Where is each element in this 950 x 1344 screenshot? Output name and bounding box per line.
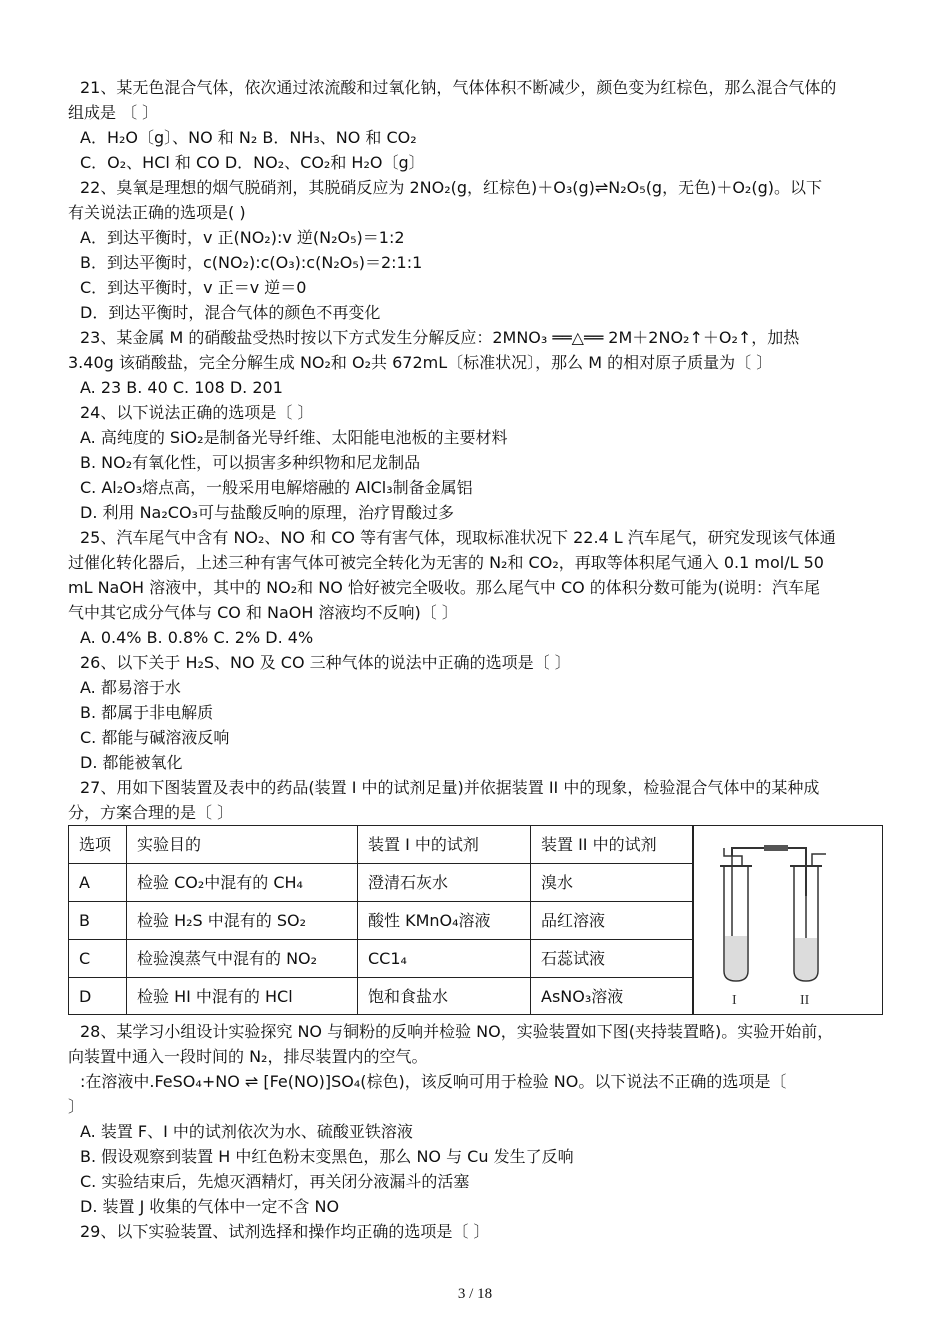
q23-stem-line2: 3.40g 该硝酸盐，完全分解生成 NO₂和 O₂共 672mL〔标准状况〕，那么 M 的相对原子质量为〔 〕 [68, 353, 773, 372]
apparatus-figure [693, 826, 883, 1014]
q22-stem-line2: 有关说法正确的选项是( ) [68, 203, 246, 222]
table-row [69, 940, 693, 978]
table-cell: 酸性 KMnO₄溶液 [358, 902, 531, 939]
q28-option-a: A. 装置 F、I 中的试剂依次为水、硫酸亚铁溶液 [80, 1122, 413, 1141]
table-cell: 石蕊试液 [531, 940, 693, 977]
q22-option-b: B．到达平衡时，c(NO₂):c(O₃):c(N₂O₅)＝2:1:1 [80, 253, 423, 272]
table-row [69, 978, 693, 1016]
table-cell: 检验 H₂S 中混有的 SO₂ [127, 902, 358, 939]
q28-option-c: C. 实验结束后，先熄灭酒精灯，再关闭分液漏斗的活塞 [80, 1172, 470, 1191]
q26-option-d: D. 都能被氧化 [80, 753, 183, 772]
q23-stem-line1: 23、某金属 M 的硝酸盐受热时按以下方式发生分解反应：2MNO₃ ══△══ 2M＋2NO₂↑＋O₂↑，加热 [80, 328, 800, 347]
q28-stem-line2: 向装置中通入一段时间的 N₂，排尽装置内的空气。 [68, 1047, 428, 1066]
q24-option-c: C. Al₂O₃熔点高，一般采用电解熔融的 AlCl₃制备金属铝 [80, 478, 473, 497]
table-cell: CC1₄ [358, 940, 531, 977]
q24-option-b: B. NO₂有氧化性，可以损害多种织物和尼龙制品 [80, 453, 421, 472]
q29-stem: 29、以下实验装置、试剂选择和操作均正确的选项是〔 〕 [80, 1222, 490, 1241]
q28-option-d: D. 装置 J 收集的气体中一定不含 NO [80, 1197, 340, 1216]
table-cell: 澄清石灰水 [358, 864, 531, 901]
q27-stem-line1: 27、用如下图装置及表中的药品(装置 I 中的试剂足量)并依据装置 II 中的现象，检验混合气体中的某种成 [80, 778, 820, 797]
table-cell: C [69, 940, 127, 977]
q21-options-ab: A．H₂O〔g〕、NO 和 N₂ B．NH₃、NO 和 CO₂ [80, 128, 417, 147]
q24-option-a: A. 高纯度的 SiO₂是制备光导纤维、太阳能电池板的主要材料 [80, 428, 508, 447]
table-cell: 检验 CO₂中混有的 CH₄ [127, 864, 358, 901]
q22-stem-line1: 22、臭氧是理想的烟气脱硝剂，其脱硝反应为 2NO₂(g，红棕色)＋O₃(g)⇌N₂O₅(g，无色)＋O₂(g)。以下 [80, 178, 822, 197]
table-cell: 饱和食盐水 [358, 978, 531, 1015]
figure-label-ii: II [800, 993, 810, 1008]
table-cell: 检验溴蒸气中混有的 NO₂ [127, 940, 358, 977]
q21-stem-line1: 21、某无色混合气体，依次通过浓流酸和过氧化钠，气体体积不断减少，颜色变为红棕色，那么混合气体的 [80, 78, 837, 97]
q28-stem-line4: 〕 [68, 1097, 85, 1116]
table-header-cell: 装置 I 中的试剂 [358, 826, 531, 863]
table-cell: AsNO₃溶液 [531, 978, 693, 1015]
table-cell: B [69, 902, 127, 939]
table-header-cell: 装置 II 中的试剂 [531, 826, 693, 863]
table-row [69, 864, 693, 902]
page-number: 3 / 18 [457, 1286, 493, 1302]
table-cell: A [69, 864, 127, 901]
table-cell: D [69, 978, 127, 1015]
q27-stem-line2: 分，方案合理的是〔 〕 [68, 803, 234, 822]
q28-stem-line1: 28、某学习小组设计实验探究 NO 与铜粉的反响并检验 NO，实验装置如下图(夹持装置略)。实验开始前， [80, 1022, 834, 1041]
table-header-cell: 实验目的 [127, 826, 358, 863]
q28-stem-line3: :在溶液中.FeSO₄+NO ⇌ [Fe(NO)]SO₄(棕色)，该反响可用于检验 NO。以下说法不正确的选项是〔 [80, 1072, 787, 1091]
q25-stem-line3: mL NaOH 溶液中，其中的 NO₂和 NO 恰好被完全吸收。那么尾气中 CO 的体积分数可能为(说明：汽车尾 [68, 578, 821, 597]
q25-options: A. 0.4% B. 0.8% C. 2% D. 4% [80, 628, 314, 647]
q28-option-b: B. 假设观察到装置 H 中红色粉末变黑色，那么 NO 与 Cu 发生了反响 [80, 1147, 574, 1166]
figure-label-i: I [732, 993, 737, 1008]
q27-table [68, 825, 883, 1015]
q23-options: A. 23 B. 40 C. 108 D. 201 [80, 378, 283, 397]
table-header-cell: 选项 [69, 826, 127, 863]
table-cell: 品红溶液 [531, 902, 693, 939]
q21-stem-line2: 组成是 〔 〕 [68, 103, 159, 122]
q24-stem: 24、以下说法正确的选项是〔 〕 [80, 403, 314, 422]
table-row [69, 902, 693, 940]
q26-option-c: C. 都能与碱溶液反响 [80, 728, 230, 747]
q22-option-c: C．到达平衡时，v 正＝v 逆＝0 [80, 278, 307, 297]
table-header-row [69, 826, 693, 864]
q22-option-d: D．到达平衡时，混合气体的颜色不再变化 [80, 303, 381, 322]
q21-options-cd: C．O₂、HCl 和 CO D．NO₂、CO₂和 H₂O〔g〕 [80, 153, 425, 172]
q26-option-a: A. 都易溶于水 [80, 678, 181, 697]
q25-stem-line2: 过催化转化器后，上述三种有害气体可被完全转化为无害的 N₂和 CO₂，再取等体积尾气通入 0.1 mol/L 50 [68, 553, 824, 572]
q25-stem-line4: 气中其它成分气体与 CO 和 NaOH 溶液均不反响)〔 〕 [68, 603, 458, 622]
q26-option-b: B. 都属于非电解质 [80, 703, 214, 722]
gas-washing-bottles-diagram [694, 826, 883, 1014]
table-cell: 检验 HI 中混有的 HCl [127, 978, 358, 1015]
table-cell: 溴水 [531, 864, 693, 901]
q22-option-a: A．到达平衡时，v 正(NO₂):v 逆(N₂O₅)＝1:2 [80, 228, 405, 247]
q25-stem-line1: 25、汽车尾气中含有 NO₂、NO 和 CO 等有害气体，现取标准状况下 22.4 L 汽车尾气，研究发现该气体通 [80, 528, 836, 547]
q26-stem: 26、以下关于 H₂S、NO 及 CO 三种气体的说法中正确的选项是〔 〕 [80, 653, 571, 672]
q24-option-d: D. 利用 Na₂CO₃可与盐酸反响的原理，治疗胃酸过多 [80, 503, 454, 522]
